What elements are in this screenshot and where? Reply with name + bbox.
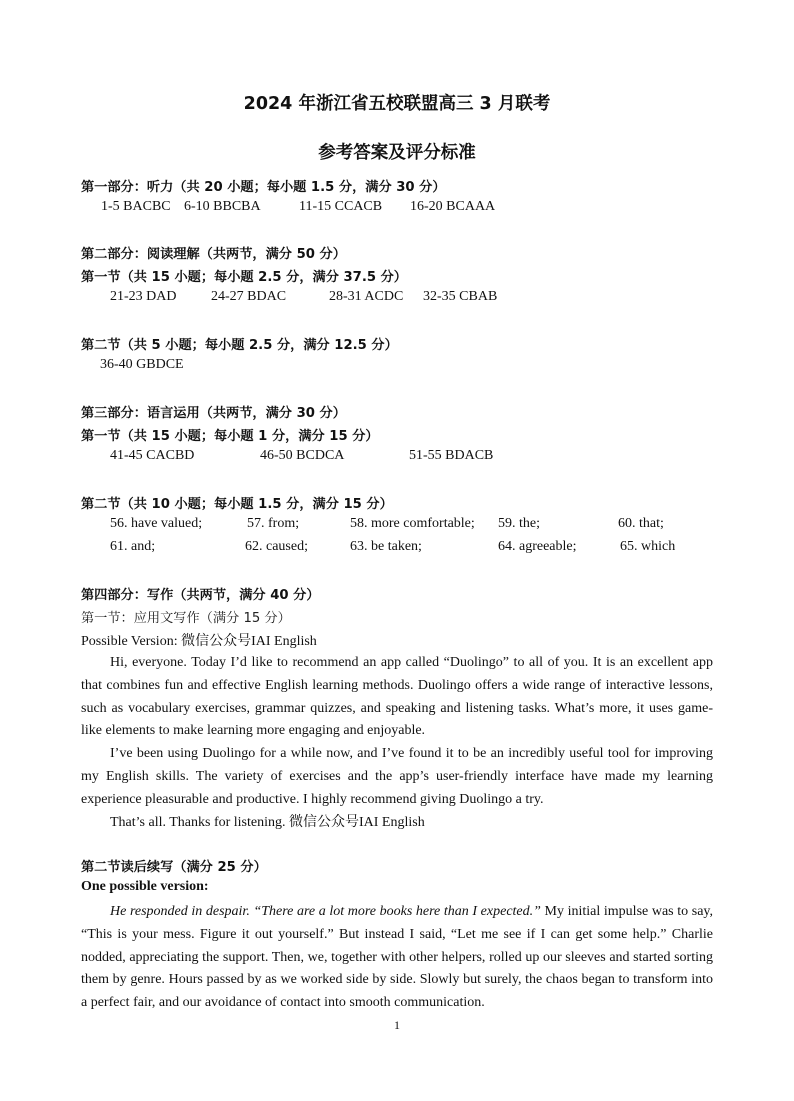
part1-heading: 第一部分：听力（共 20 小题；每小题 1.5 分，满分 30 分） [81,180,446,195]
cloze-answer: 63. be taken; [350,539,422,554]
cloze-answer: 60. that; [618,516,664,531]
answer-group: 21-23 DAD [110,289,177,304]
part2-heading: 第二部分：阅读理解（共两节，满分 50 分） [81,247,346,262]
part3-heading: 第三部分：语言运用（共两节，满分 30 分） [81,406,346,421]
answer-group: 32-35 CBAB [423,289,498,304]
answer-group: 11-15 CCACB [299,199,383,214]
document-title: 2024 年浙江省五校联盟高三 3 月联考 [243,94,551,114]
cloze-answer: 62. caused; [245,539,308,554]
answer-group: 24-27 BDAC [211,289,287,304]
part2-section2-heading: 第二节（共 5 小题；每小题 2.5 分，满分 12.5 分） [81,338,398,353]
answer-group: 51-55 BDACB [409,448,494,463]
answer-group: 41-45 CACBD [110,448,195,463]
answer-group: 46-50 BCDCA [260,448,345,463]
answer-group: 36-40 GBDCE [100,357,184,372]
page-number: 1 [394,1018,400,1032]
cloze-answer: 61. and; [110,539,156,554]
part4-heading: 第四部分：写作（共两节，满分 40 分） [81,588,320,603]
essay-paragraph: That’s all. Thanks for listening. 微信公众号IAI English [110,814,425,830]
continuation-essay [81,901,713,1015]
cloze-answer: 56. have valued; [110,516,203,531]
answer-group: 28-31 ACDC [329,289,404,304]
cloze-answer: 65. which [620,539,676,554]
essay-body: My initial impulse was to say, “This is your mess. Figure it out yourself.” But instead I said, “Let me see if I can get some help.” Charlie nodded, appreciating the support. Then, we, together with other helpers, rolled up our sleeves and started sorting them by genre. Hours passed by as we worked side by side. Slowly but surely, the chaos began to transform into a perfect fair, and our avoidance of contact into smooth communication. [81,904,714,1011]
cloze-answer: 64. agreeable; [498,539,577,554]
document-subtitle: 参考答案及评分标准 [318,143,476,163]
cloze-answer: 57. from; [247,516,300,531]
essay-paragraph [81,901,713,1015]
answer-group: 1-5 BACBC [101,199,171,214]
part3-section2-heading: 第二节（共 10 小题；每小题 1.5 分，满分 15 分） [81,497,393,512]
part3-section1-heading: 第一节（共 15 小题；每小题 1 分，满分 15 分） [81,429,379,444]
cloze-answer: 58. more comfortable; [350,516,475,531]
cloze-answer: 59. the; [498,516,540,531]
application-essay [81,652,713,834]
part4-section1-heading: 第一节：应用文写作（满分 15 分） [81,611,291,626]
answer-group: 6-10 BBCBA [184,199,261,214]
essay-opening-sentence: He responded in despair. “There are a lot more books here than I expected.” [110,904,541,919]
answer-group: 16-20 BCAAA [410,199,496,214]
essay-paragraph: I’ve been using Duolingo for a while now, and I’ve found it to be an incredibly useful tool for improving my English skills. The variety of exercises and the app’s user-friendly interface have made my learning experience pleasurable and productive. I highly recommend giving Duolingo a try. [81,746,713,807]
part4-section2-heading: 第二节读后续写（满分 25 分） [81,860,267,875]
one-possible-version-label: One possible version: [81,879,209,894]
essay-paragraph: Hi, everyone. Today I’d like to recommend an app called “Duolingo” to all of you. It is an excellent app that combines fun and effective English learning methods. Duolingo offers a wide range of interactive lessons, such as vocabulary exercises, grammar quizzes, and speaking and listening tasks. What’s more, it uses game-like elements to make learning more engaging and enjoyable. [81,655,713,739]
part2-section1-heading: 第一节（共 15 小题；每小题 2.5 分，满分 37.5 分） [81,270,407,285]
possible-version-label: Possible Version: 微信公众号IAI English [81,634,317,649]
